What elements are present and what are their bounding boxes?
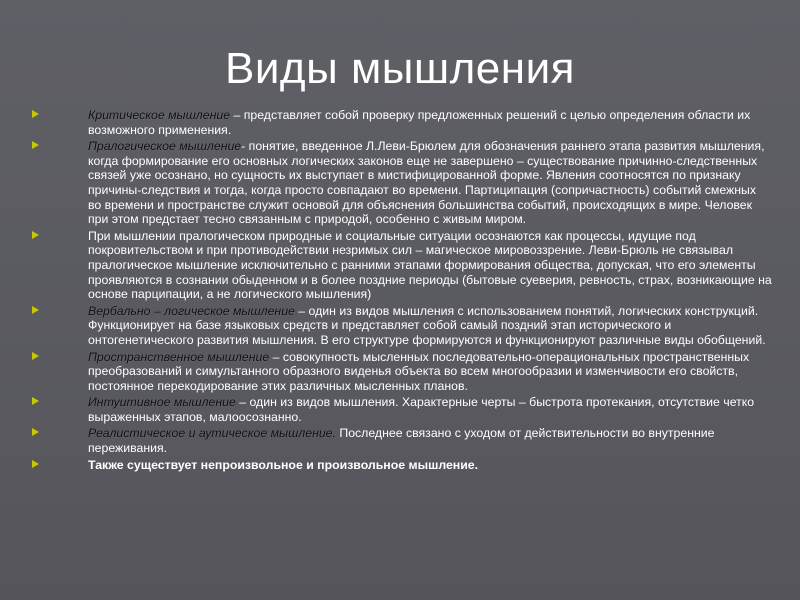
definition-text: – представляет собой проверку предложенных решений с целью определения области их возможного применения. (88, 108, 751, 137)
term-label: Вербально – логическое мышление (88, 303, 295, 318)
list-item (32, 350, 772, 394)
term-label: Критическое мышление (88, 108, 231, 122)
list-item (32, 395, 772, 424)
definition-text: – один из видов мышления с использованием понятий, логических конструкций. Функционирует на базе языковых средств и представляет собой самый поздний этап исторического и онтогенетического развития мышления. В его структуре формируются и функционируют различные виды обобщений. (88, 303, 766, 347)
definition-text: – один из видов мышления. Характерные черты – быстрота протекания, отсутствие четко выраженных этапов, малоосознанно. (88, 395, 755, 424)
slide-title: Виды мышления (225, 44, 575, 93)
list-item (32, 229, 772, 302)
list-item (32, 108, 772, 137)
definition-text: – совокупность мысленных последовательно-операциональных пространственных преобразований и симультанного образного виденья объекта во всем многообразии и изменчивости его свойств, постоянное перекодирование этих различных мысленных планов. (88, 349, 750, 393)
definition-text: Последнее связано с уходом от действительности во внутренние переживания. (88, 426, 715, 456)
definition-text: При мышлении пралогическом природные и социальные ситуации осознаются как процессы, идущие под покровительством и при противодействии незримых сил – магическое мировоззрение. Леви-Брюль не связывал пралогическое мышление исключительно с ранними этапами формирования общества, допуская, что его элементы проявляются в сознании обыденном и в более поздние периоды (бытовые суеверия, ревность, страх, возникающие на основе парципации, а не логического мышления) (88, 228, 772, 302)
triangle-bullet-icon (32, 110, 39, 118)
bullet-list (32, 108, 772, 474)
list-item (32, 304, 772, 348)
triangle-bullet-icon (32, 306, 39, 314)
term-label: Пралогическое мышление (88, 139, 242, 154)
list-item (32, 426, 772, 455)
triangle-bullet-icon (32, 428, 39, 436)
triangle-bullet-icon (32, 352, 39, 360)
list-item (32, 458, 772, 473)
term-label: Пространственное мышление (88, 349, 270, 364)
term-label: Интуитивное мышление (88, 395, 236, 410)
triangle-bullet-icon (32, 231, 39, 239)
definition-text: - понятие, введенное Л.Леви-Брюлем для обозначения раннего этапа развития мышления, когда формирование его основных логических законов еще не завершено – существование причинно-следственных связей уже осознано, но сущность их выступает в мистифицированной форме. Явления соотносятся по признаку причины-следствия и тогда, когда просто совпадают во времени. Партиципация (сопричастность) событий смежных во времени и пространстве служит основой для объяснения большинства событий, происходящих в мире. Человек при этом предстает тесно связанным с природой, особенно с живым миром. (88, 139, 765, 227)
triangle-bullet-icon (32, 460, 39, 468)
closing-statement: Также существует непроизвольное и произвольное мышление. (88, 457, 479, 472)
term-label: Реалистическое и аутическое мышление. (88, 426, 336, 441)
triangle-bullet-icon (32, 141, 39, 149)
triangle-bullet-icon (32, 397, 39, 405)
list-item (32, 139, 772, 227)
